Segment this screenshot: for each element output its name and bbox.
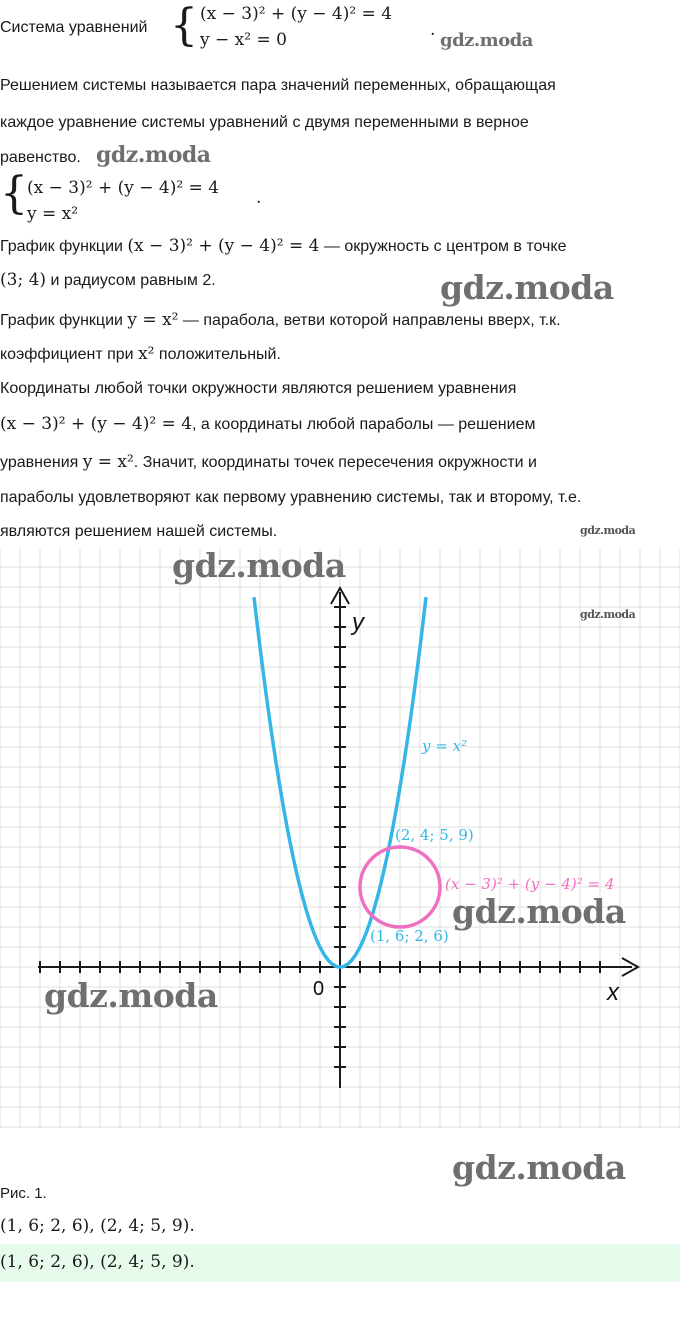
reasoning-line1: Координаты любой точки окружности являются решением уравнения [0,380,517,397]
figure-caption: Рис. 1. [0,1185,47,1202]
watermark: gdz.moda [96,142,211,168]
intersection-label-upper: (2, 4; 5, 9) [395,826,474,844]
definition-line1: Решением системы называется пара значений переменных, обращающая [0,77,556,94]
intersection-label-lower: (1, 6; 2, 6) [370,927,449,945]
reasoning-line4: параболы удовлетворяют как первому уравнению системы, так и второму, т.е. [0,489,582,506]
intro-brace: { [170,0,198,51]
reasoning-line5: являются решением нашей системы. [0,523,278,540]
watermark: gdz.moda [440,30,533,51]
system-eq2: y = x² [27,204,79,224]
watermark: gdz.moda [580,524,636,537]
parabola-description-2: коэффициент при x² положительный. [0,344,281,364]
system-brace: { [0,168,28,219]
intro-eq1: (x − 3)² + (y − 4)² = 4 [200,4,393,24]
watermark: gdz.moda [580,608,636,621]
definition-line3: равенство. [0,149,81,166]
definition-line2: каждое уравнение системы уравнений с двумя переменными в верное [0,114,529,131]
watermark: gdz.moda [452,1148,626,1187]
circle-description: График функции (x − 3)² + (y − 4)² = 4 — окружность с центром в точке [0,236,567,256]
answer-text: (1, 6; 2, 6), (2, 4; 5, 9). [0,1216,195,1236]
watermark: gdz.moda [452,892,626,931]
circle-label: (x − 3)² + (y − 4)² = 4 [445,875,615,893]
reasoning-line3: уравнения y = x². Значит, координаты точек пересечения окружности и [0,452,537,472]
system-dot: . [256,188,262,208]
parabola-label: y = x² [422,737,468,755]
origin-label: 0 [313,978,325,1000]
intro-eq2: y − x² = 0 [200,30,287,50]
function-graph [0,548,680,1128]
intro-label: Система уравнений [0,19,148,36]
curves [254,597,440,967]
reasoning-line2: (x − 3)² + (y − 4)² = 4, а координаты любой параболы — решением [0,414,536,434]
answer-box-text: (1, 6; 2, 6), (2, 4; 5, 9). [0,1252,195,1272]
intro-dot: . [430,20,436,40]
answer-box [0,1244,680,1282]
parabola-description: График функции y = x² — парабола, ветви которой направлены вверх, т.к. [0,310,561,330]
watermark: gdz.moda [44,976,218,1015]
circle-description-2: (3; 4) и радиусом равным 2. [0,270,216,290]
y-axis-label: y [352,609,364,636]
watermark: gdz.moda [440,268,614,307]
system-eq1: (x − 3)² + (y − 4)² = 4 [27,178,220,198]
watermark: gdz.moda [172,546,346,585]
x-axis-label: x [607,979,619,1006]
